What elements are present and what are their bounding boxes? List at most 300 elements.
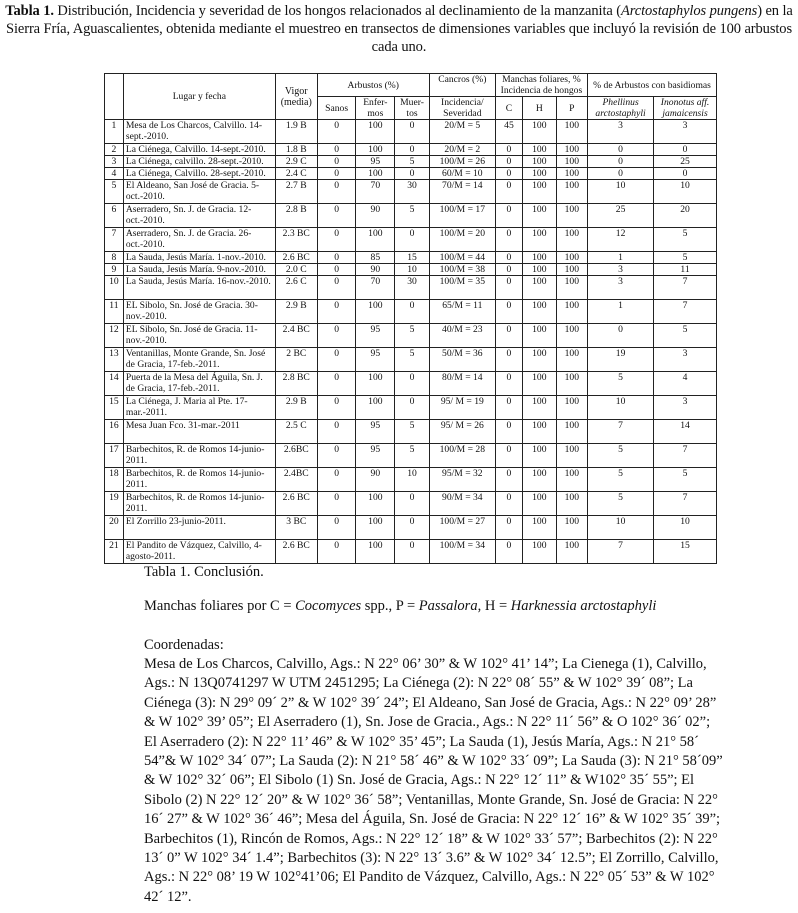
row-inonotus: 4	[654, 372, 717, 396]
row-p: 100	[556, 144, 587, 156]
row-location: La Ciénega, calvillo. 28-sept.-2010.	[123, 156, 275, 168]
legend-c-name: Cocomyces	[295, 598, 362, 614]
legend-h-name: Harknessia arctostaphyli	[510, 598, 657, 614]
row-sanos: 0	[317, 372, 356, 396]
row-h: 100	[523, 516, 557, 540]
row-c: 0	[495, 204, 522, 228]
row-vigor: 2.8 BC	[275, 372, 317, 396]
row-inonotus: 5	[654, 468, 717, 492]
table-row	[105, 468, 717, 492]
legend-c-suffix: spp., P =	[361, 598, 419, 614]
row-p: 100	[556, 468, 587, 492]
row-h: 100	[523, 228, 557, 252]
caption-text-a: Distribución, Incidencia y severidad de los hongos relacionados al declinamiento de la manzanita (	[53, 3, 621, 19]
row-p: 100	[556, 324, 587, 348]
row-inonotus: 7	[654, 300, 717, 324]
row-vigor: 2.9 C	[275, 156, 317, 168]
row-phellinus: 19	[588, 348, 654, 372]
row-inonotus: 10	[654, 516, 717, 540]
row-vigor: 2.5 C	[275, 420, 317, 444]
row-h: 100	[523, 324, 557, 348]
row-muertos: 0	[395, 492, 430, 516]
coordinates-text: Mesa de Los Charcos, Calvillo, Ags.: N 22° 06’ 30” & W 102° 41’ 14”; La Cienega (1), Calvillo, Ags.: N 13Q0741297 W UTM 2451295; La Ciénega (2): N 22° 08´ 55” & W 102° 39´ 08”; La Ciénega (3): N 29° 09´ 2” & W 102° 39´ 24”; El Aldeano, San José de Gracia, Ags.: N 22° 09’ 28” & W 102° 39’ 05”; El Aserradero (1), Sn. Jose de Gracia., Ags.: N 22° 11´ 56” & O 102° 36´ 02”; El Aserradero (2): N 22° 11’ 46” & W 102° 35’ 45”; La Sauda (1), Jesús María, Ags.: N 21° 58´ 54”& W 102° 34´ 07”; La Sauda (2): N 21° 58´ 46” & W 102° 33´ 09”; La Sauda (3): N 21° 58´09” & W 102° 32´ 06”; El Sibolo (1) Sn. José de Gracia, Ags.: N 22° 12´ 11” & W102° 35´ 55”; El Sibolo (2) N 22° 12´ 20” & W 102° 36´ 58”; Ventanillas, Monte Grande, Sn. José de Gracia: N 22° 16´ 27” & W 102° 36´ 46”; Mesa del Águila, Sn. José de Gracia: N 22° 12´ 16” & W 102° 35´ 39”; Barbechitos (1), Rincón de Romos, Ags.: N 22° 12´ 18” & W 102° 33´ 57”; Barbechitos (2): N 22° 13´ 0” W 102° 34´ 1.4”; Barbechitos (3): N 22° 13´ 3.6” & W 102° 34´ 12.5”; El Zorrillo, Calvillo, Ags.: N 22° 08’ 19 W 102°41’06; El Pandito de Vázquez, Calvillo, Ags.: N 22° 05´ 53” & W 102° 42´ 12”.	[144, 656, 723, 905]
row-sanos: 0	[317, 324, 356, 348]
row-location: Barbechitos, R. de Romos 14-junio-2011.	[123, 468, 275, 492]
row-enfermos: 85	[356, 252, 395, 264]
row-c: 0	[495, 420, 522, 444]
row-cancros: 100/M = 38	[429, 264, 495, 276]
row-cancros: 20/M = 2	[429, 144, 495, 156]
row-h: 100	[523, 144, 557, 156]
row-sanos: 0	[317, 540, 356, 564]
table-row	[105, 156, 717, 168]
row-vigor: 2.6BC	[275, 444, 317, 468]
row-h: 100	[523, 156, 557, 168]
row-h: 100	[523, 120, 557, 144]
row-number: 20	[105, 516, 124, 540]
row-number: 3	[105, 156, 124, 168]
row-phellinus: 3	[588, 120, 654, 144]
row-number: 17	[105, 444, 124, 468]
row-number: 15	[105, 396, 124, 420]
row-c: 0	[495, 156, 522, 168]
header-basidiomas: % de Arbustos con basidiomas	[588, 74, 717, 97]
row-enfermos: 100	[356, 540, 395, 564]
row-cancros: 100/M = 20	[429, 228, 495, 252]
row-p: 100	[556, 396, 587, 420]
row-enfermos: 100	[356, 168, 395, 180]
row-muertos: 30	[395, 276, 430, 300]
legend-note	[144, 597, 744, 616]
row-inonotus: 3	[654, 348, 717, 372]
row-vigor: 2.6 BC	[275, 252, 317, 264]
row-phellinus: 5	[588, 492, 654, 516]
row-phellinus: 1	[588, 300, 654, 324]
table-caption	[4, 2, 794, 56]
row-muertos: 30	[395, 180, 430, 204]
row-h: 100	[523, 444, 557, 468]
table-row	[105, 120, 717, 144]
row-location: La Sauda, Jesús María. 16-nov.-2010.	[123, 276, 275, 300]
row-number: 10	[105, 276, 124, 300]
row-p: 100	[556, 252, 587, 264]
row-h: 100	[523, 468, 557, 492]
header-h: H	[523, 97, 557, 120]
row-inonotus: 14	[654, 420, 717, 444]
row-p: 100	[556, 444, 587, 468]
row-phellinus: 1	[588, 252, 654, 264]
row-inonotus: 3	[654, 120, 717, 144]
row-c: 0	[495, 228, 522, 252]
row-vigor: 2.7 B	[275, 180, 317, 204]
row-p: 100	[556, 276, 587, 300]
header-incidencia: Incidencia/ Severidad	[429, 97, 495, 120]
row-cancros: 100/M = 44	[429, 252, 495, 264]
row-phellinus: 5	[588, 468, 654, 492]
row-sanos: 0	[317, 276, 356, 300]
row-enfermos: 90	[356, 204, 395, 228]
row-vigor: 2.6 C	[275, 276, 317, 300]
row-cancros: 60/M = 10	[429, 168, 495, 180]
row-muertos: 0	[395, 516, 430, 540]
row-h: 100	[523, 348, 557, 372]
coordinates-title: Coordenadas:	[144, 637, 224, 653]
row-inonotus: 11	[654, 264, 717, 276]
row-muertos: 10	[395, 264, 430, 276]
row-sanos: 0	[317, 228, 356, 252]
table-row	[105, 276, 717, 300]
row-p: 100	[556, 420, 587, 444]
row-vigor: 2.3 BC	[275, 228, 317, 252]
row-number: 19	[105, 492, 124, 516]
row-sanos: 0	[317, 156, 356, 168]
row-enfermos: 90	[356, 468, 395, 492]
row-p: 100	[556, 156, 587, 168]
row-sanos: 0	[317, 468, 356, 492]
row-c: 0	[495, 300, 522, 324]
row-vigor: 2.4 BC	[275, 324, 317, 348]
row-enfermos: 90	[356, 264, 395, 276]
row-phellinus: 10	[588, 180, 654, 204]
row-location: La Ciénega, Calvillo. 28-sept.-2010.	[123, 168, 275, 180]
row-p: 100	[556, 264, 587, 276]
row-location: Aserradero, Sn. J. de Gracia. 12-oct.-2010.	[123, 204, 275, 228]
row-sanos: 0	[317, 492, 356, 516]
row-vigor: 2.4BC	[275, 468, 317, 492]
table-row	[105, 372, 717, 396]
table-row	[105, 396, 717, 420]
row-h: 100	[523, 540, 557, 564]
row-sanos: 0	[317, 516, 356, 540]
row-c: 45	[495, 120, 522, 144]
row-inonotus: 5	[654, 228, 717, 252]
row-muertos: 0	[395, 372, 430, 396]
table-row	[105, 348, 717, 372]
row-phellinus: 0	[588, 156, 654, 168]
row-number: 12	[105, 324, 124, 348]
row-inonotus: 0	[654, 168, 717, 180]
header-arbustos: Arbustos (%)	[317, 74, 429, 97]
row-phellinus: 25	[588, 204, 654, 228]
table-row	[105, 420, 717, 444]
row-cancros: 100/M = 17	[429, 204, 495, 228]
row-p: 100	[556, 540, 587, 564]
table-row	[105, 444, 717, 468]
row-location: Puerta de la Mesa del Águila, Sn. J. de Gracia, 17-feb.-2011.	[123, 372, 275, 396]
caption-label: Tabla 1.	[5, 3, 54, 19]
row-cancros: 40/M = 23	[429, 324, 495, 348]
row-c: 0	[495, 468, 522, 492]
row-h: 100	[523, 372, 557, 396]
row-enfermos: 100	[356, 372, 395, 396]
row-number: 4	[105, 168, 124, 180]
header-c: C	[495, 97, 522, 120]
row-c: 0	[495, 276, 522, 300]
row-number: 7	[105, 228, 124, 252]
row-p: 100	[556, 516, 587, 540]
row-muertos: 5	[395, 324, 430, 348]
row-location: Mesa de Los Charcos, Calvillo. 14-sept.-2010.	[123, 120, 275, 144]
row-muertos: 0	[395, 168, 430, 180]
row-number: 6	[105, 204, 124, 228]
row-muertos: 5	[395, 156, 430, 168]
row-h: 100	[523, 492, 557, 516]
header-row-1	[105, 74, 717, 97]
row-inonotus: 0	[654, 144, 717, 156]
row-location: La Ciénega, Calvillo. 14-sept.-2010.	[123, 144, 275, 156]
row-sanos: 0	[317, 396, 356, 420]
row-c: 0	[495, 252, 522, 264]
row-phellinus: 0	[588, 168, 654, 180]
row-phellinus: 3	[588, 264, 654, 276]
row-phellinus: 5	[588, 372, 654, 396]
row-inonotus: 10	[654, 180, 717, 204]
table-row	[105, 300, 717, 324]
row-number: 21	[105, 540, 124, 564]
row-vigor: 2.8 B	[275, 204, 317, 228]
row-h: 100	[523, 264, 557, 276]
row-cancros: 70/M = 14	[429, 180, 495, 204]
row-enfermos: 95	[356, 444, 395, 468]
row-location: Barbechitos, R. de Romos 14-junio-2011.	[123, 444, 275, 468]
table-row	[105, 264, 717, 276]
row-enfermos: 100	[356, 492, 395, 516]
row-cancros: 20/M = 5	[429, 120, 495, 144]
row-vigor: 1.9 B	[275, 120, 317, 144]
row-c: 0	[495, 180, 522, 204]
row-muertos: 0	[395, 540, 430, 564]
row-enfermos: 95	[356, 156, 395, 168]
row-location: EL Sibolo, Sn. José de Gracia. 30-nov.-2010.	[123, 300, 275, 324]
table-row	[105, 204, 717, 228]
row-vigor: 2.6 BC	[275, 492, 317, 516]
legend-p-name: Passalora	[418, 598, 478, 614]
row-c: 0	[495, 540, 522, 564]
row-h: 100	[523, 300, 557, 324]
row-c: 0	[495, 372, 522, 396]
row-cancros: 50/M = 36	[429, 348, 495, 372]
row-location: La Sauda, Jesús María. 1-nov.-2010.	[123, 252, 275, 264]
row-inonotus: 25	[654, 156, 717, 168]
row-cancros: 100/M = 34	[429, 540, 495, 564]
row-p: 100	[556, 168, 587, 180]
row-enfermos: 100	[356, 144, 395, 156]
row-vigor: 2 BC	[275, 348, 317, 372]
row-muertos: 5	[395, 204, 430, 228]
row-h: 100	[523, 276, 557, 300]
row-cancros: 100/M = 26	[429, 156, 495, 168]
row-cancros: 95/ M = 26	[429, 420, 495, 444]
header-vigor: Vigor (media)	[275, 74, 317, 120]
header-sanos: Sanos	[317, 97, 356, 120]
row-number: 1	[105, 120, 124, 144]
row-number: 5	[105, 180, 124, 204]
row-sanos: 0	[317, 144, 356, 156]
row-c: 0	[495, 444, 522, 468]
row-c: 0	[495, 324, 522, 348]
row-enfermos: 95	[356, 348, 395, 372]
row-vigor: 2.4 C	[275, 168, 317, 180]
row-c: 0	[495, 264, 522, 276]
row-h: 100	[523, 204, 557, 228]
row-sanos: 0	[317, 252, 356, 264]
row-sanos: 0	[317, 204, 356, 228]
row-h: 100	[523, 180, 557, 204]
row-c: 0	[495, 168, 522, 180]
header-muertos: Muer- tos	[395, 97, 430, 120]
row-p: 100	[556, 228, 587, 252]
row-phellinus: 12	[588, 228, 654, 252]
table-row	[105, 324, 717, 348]
row-vigor: 1.8 B	[275, 144, 317, 156]
row-number: 9	[105, 264, 124, 276]
header-num	[105, 74, 124, 120]
row-phellinus: 7	[588, 420, 654, 444]
row-cancros: 95/ M = 19	[429, 396, 495, 420]
table-row	[105, 168, 717, 180]
row-muertos: 0	[395, 396, 430, 420]
row-h: 100	[523, 396, 557, 420]
row-h: 100	[523, 168, 557, 180]
row-p: 100	[556, 372, 587, 396]
row-location: El Pandito de Vázquez, Calvillo, 4-agosto-2011.	[123, 540, 275, 564]
row-cancros: 90/M = 34	[429, 492, 495, 516]
row-number: 16	[105, 420, 124, 444]
header-lugar: Lugar y fecha	[123, 74, 275, 120]
row-enfermos: 70	[356, 180, 395, 204]
row-inonotus: 7	[654, 444, 717, 468]
row-number: 8	[105, 252, 124, 264]
row-sanos: 0	[317, 120, 356, 144]
row-muertos: 0	[395, 144, 430, 156]
row-enfermos: 100	[356, 228, 395, 252]
row-cancros: 65/M = 11	[429, 300, 495, 324]
table-row	[105, 492, 717, 516]
row-number: 14	[105, 372, 124, 396]
row-p: 100	[556, 348, 587, 372]
row-sanos: 0	[317, 264, 356, 276]
row-muertos: 15	[395, 252, 430, 264]
row-sanos: 0	[317, 444, 356, 468]
row-phellinus: 10	[588, 396, 654, 420]
row-sanos: 0	[317, 348, 356, 372]
header-cancros: Cancros (%)	[429, 74, 495, 97]
row-enfermos: 100	[356, 120, 395, 144]
row-cancros: 80/M = 14	[429, 372, 495, 396]
row-enfermos: 70	[356, 276, 395, 300]
row-location: El Zorrillo 23-junio-2011.	[123, 516, 275, 540]
row-number: 2	[105, 144, 124, 156]
caption-species: Arctostaphylos pungens	[620, 3, 758, 19]
row-h: 100	[523, 420, 557, 444]
row-p: 100	[556, 204, 587, 228]
row-c: 0	[495, 144, 522, 156]
row-number: 13	[105, 348, 124, 372]
row-p: 100	[556, 180, 587, 204]
row-muertos: 5	[395, 420, 430, 444]
legend-prefix: Manchas foliares por C =	[144, 598, 296, 614]
row-phellinus: 3	[588, 276, 654, 300]
row-inonotus: 20	[654, 204, 717, 228]
row-location: Aserradero, Sn. J. de Gracia. 26-oct.-2010.	[123, 228, 275, 252]
row-phellinus: 0	[588, 144, 654, 156]
row-location: El Aldeano, San José de Gracia. 5-oct.-2010.	[123, 180, 275, 204]
conclusion-note: Tabla 1. Conclusión.	[144, 564, 264, 580]
row-inonotus: 5	[654, 324, 717, 348]
table-row	[105, 540, 717, 564]
table-row	[105, 144, 717, 156]
row-p: 100	[556, 300, 587, 324]
row-enfermos: 95	[356, 420, 395, 444]
row-c: 0	[495, 396, 522, 420]
row-muertos: 0	[395, 300, 430, 324]
row-cancros: 100/M = 27	[429, 516, 495, 540]
row-vigor: 3 BC	[275, 516, 317, 540]
row-vigor: 2.9 B	[275, 396, 317, 420]
row-muertos: 5	[395, 348, 430, 372]
row-location: Mesa Juan Fco. 31-mar.-2011	[123, 420, 275, 444]
row-sanos: 0	[317, 420, 356, 444]
row-cancros: 100/M = 28	[429, 444, 495, 468]
row-number: 11	[105, 300, 124, 324]
row-inonotus: 5	[654, 252, 717, 264]
row-location: Barbechitos, R. de Romos 14-junio-2011.	[123, 492, 275, 516]
row-enfermos: 95	[356, 324, 395, 348]
header-phellinus: Phellinus arctostaphyli	[588, 97, 654, 120]
row-enfermos: 100	[356, 300, 395, 324]
table-body	[105, 120, 717, 564]
row-c: 0	[495, 516, 522, 540]
row-c: 0	[495, 348, 522, 372]
header-manchas: Manchas foliares, % Incidencia de hongos	[495, 74, 587, 97]
row-inonotus: 7	[654, 276, 717, 300]
header-enfermos: Enfer- mos	[356, 97, 395, 120]
row-inonotus: 15	[654, 540, 717, 564]
row-cancros: 95/M = 32	[429, 468, 495, 492]
row-vigor: 2.9 B	[275, 300, 317, 324]
row-sanos: 0	[317, 300, 356, 324]
row-muertos: 0	[395, 120, 430, 144]
row-enfermos: 100	[356, 516, 395, 540]
data-table	[104, 73, 717, 564]
row-c: 0	[495, 492, 522, 516]
row-location: Ventanillas, Monte Grande, Sn. José de Gracia, 17-feb.-2011.	[123, 348, 275, 372]
row-phellinus: 10	[588, 516, 654, 540]
row-sanos: 0	[317, 180, 356, 204]
row-phellinus: 5	[588, 444, 654, 468]
table-row	[105, 180, 717, 204]
row-p: 100	[556, 120, 587, 144]
row-h: 100	[523, 252, 557, 264]
row-inonotus: 3	[654, 396, 717, 420]
row-location: La Ciénega, J. Maria al Pte. 17-mar.-2011.	[123, 396, 275, 420]
row-muertos: 0	[395, 228, 430, 252]
caption-text-b: ) en la Sierra Fría, Aguascalientes, obtenida mediante el muestreo en transectos de dimensiones variables que incluyó la revisión de 100 arbustos cada uno.	[6, 3, 793, 55]
row-phellinus: 7	[588, 540, 654, 564]
row-vigor: 2.0 C	[275, 264, 317, 276]
row-location: EL Sibolo, Sn. José de Gracia. 11-nov.-2010.	[123, 324, 275, 348]
table-row	[105, 228, 717, 252]
legend-p-suffix: , H =	[477, 598, 511, 614]
table-row	[105, 252, 717, 264]
row-sanos: 0	[317, 168, 356, 180]
header-p: P	[556, 97, 587, 120]
row-location: La Sauda, Jesús María. 9-nov.-2010.	[123, 264, 275, 276]
row-number: 18	[105, 468, 124, 492]
row-p: 100	[556, 492, 587, 516]
row-phellinus: 0	[588, 324, 654, 348]
row-inonotus: 7	[654, 492, 717, 516]
